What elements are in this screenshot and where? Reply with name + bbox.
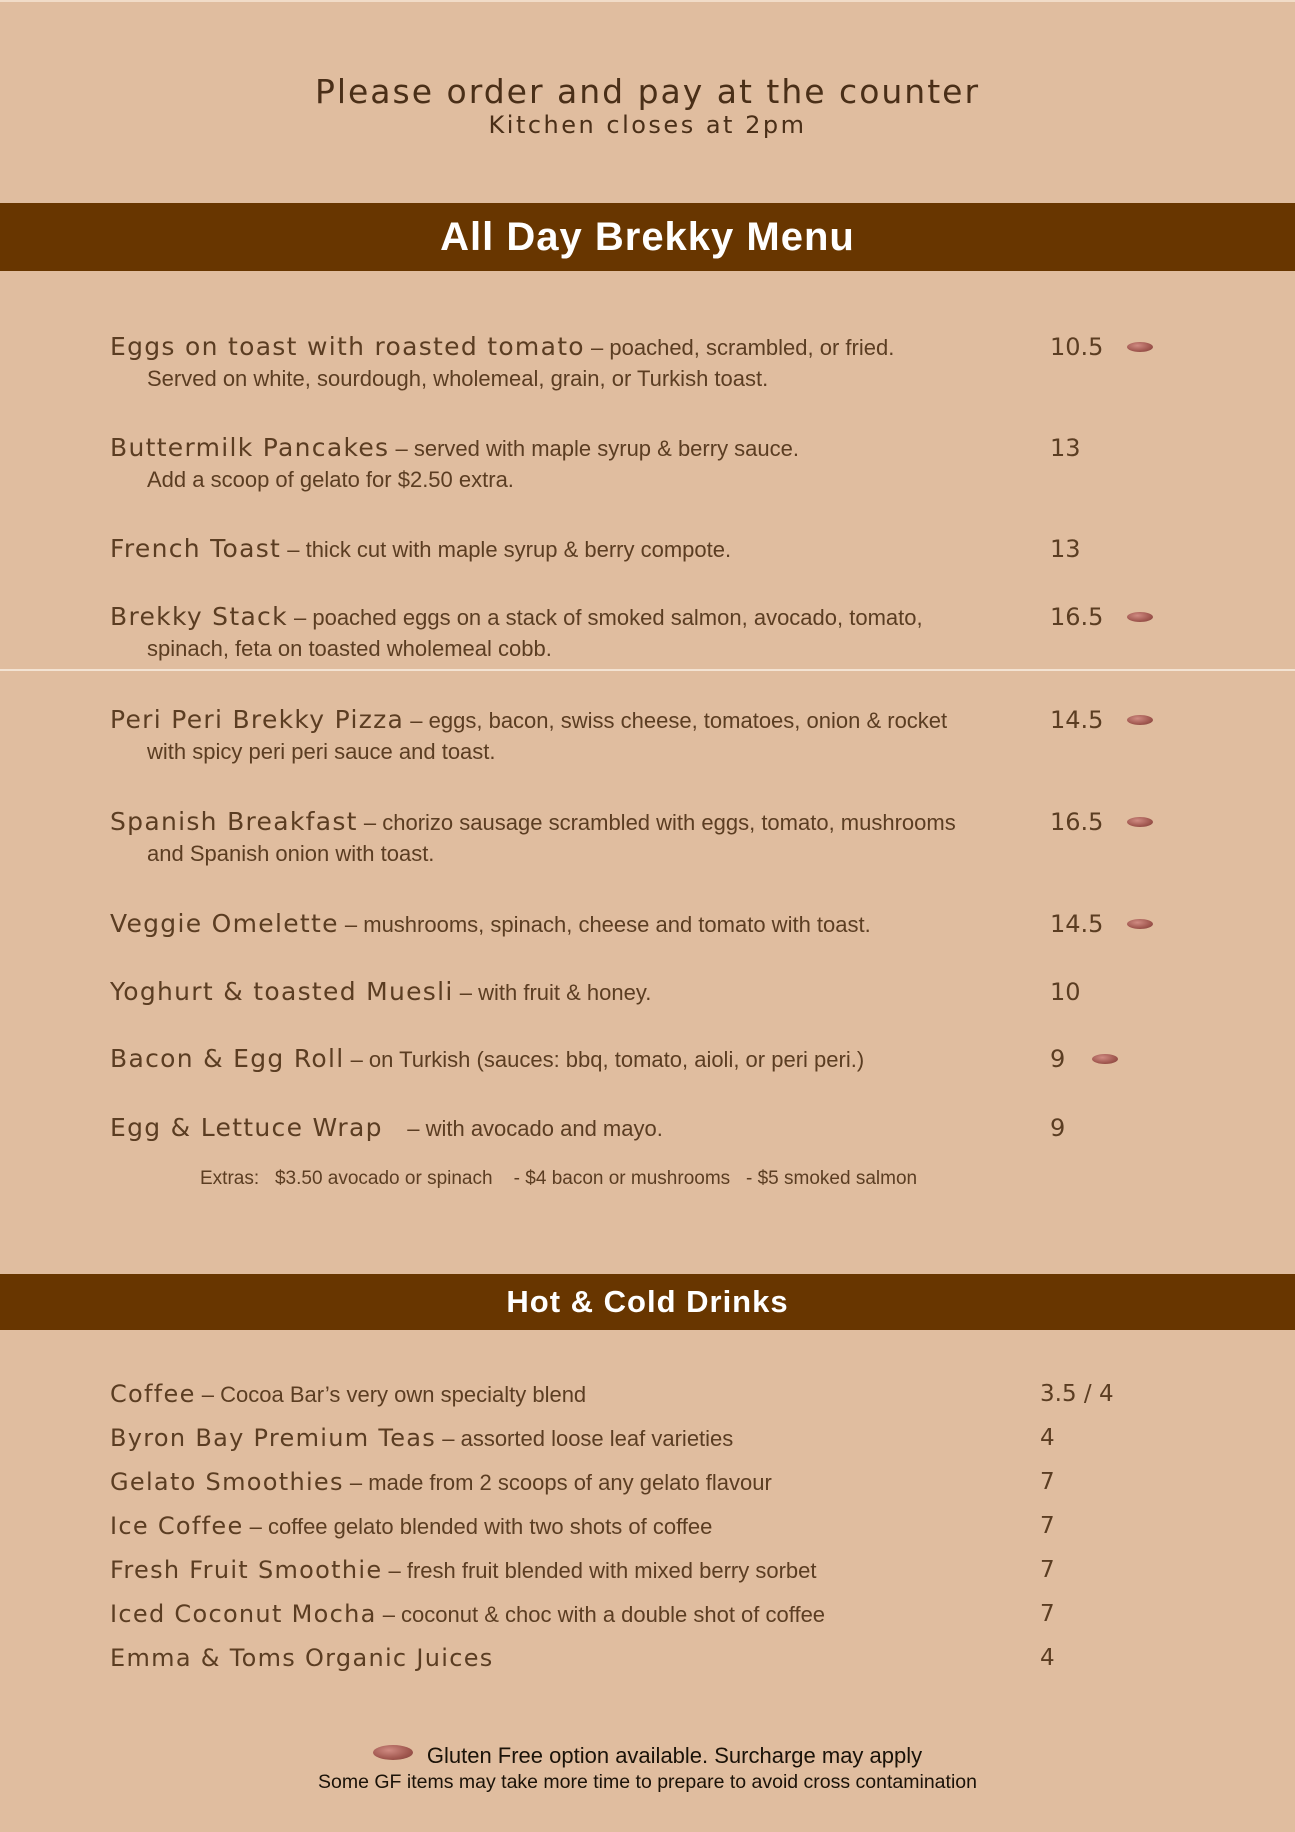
item-description: – thick cut with maple syrup & berry compote. [281, 537, 732, 562]
item-description: – with avocado and mayo. [382, 1116, 663, 1141]
top-edge-line [0, 0, 1295, 2]
menu-item [110, 805, 1210, 869]
drink-price: 7 [1040, 1513, 1055, 1539]
item-name: Yoghurt & toasted Muesli [110, 977, 454, 1006]
item-description: – served with maple syrup & berry sauce. [389, 436, 799, 461]
menu-item [110, 703, 1210, 767]
kitchen-hours: Kitchen closes at 2pm [488, 111, 807, 139]
item-description: – eggs, bacon, swiss cheese, tomatoes, onion & rocket [404, 708, 948, 733]
gluten-free-bean-icon [1092, 1054, 1118, 1064]
item-name: Brekky Stack [110, 602, 288, 631]
drink-item [110, 1508, 712, 1544]
gluten-free-bean-icon [1127, 612, 1153, 622]
drink-item [110, 1596, 825, 1632]
drink-name: Iced Coconut Mocha [110, 1600, 377, 1628]
gluten-free-bean-icon [1127, 715, 1153, 725]
item-price: 9 [1050, 1114, 1066, 1142]
drink-price: 4 [1040, 1645, 1055, 1671]
menu-item [110, 1111, 1210, 1145]
item-description: – chorizo sausage scrambled with eggs, tomato, mushrooms [357, 810, 956, 835]
drink-description: – made from 2 scoops of any gelato flavour [343, 1470, 772, 1495]
menu-item [110, 975, 1210, 1009]
drink-name: Ice Coffee [110, 1512, 244, 1540]
drink-description: – Cocoa Bar’s very own specialty blend [195, 1382, 587, 1407]
drink-item [110, 1420, 733, 1456]
drink-description: – coffee gelato blended with two shots of coffee [243, 1514, 713, 1539]
drink-price: 7 [1040, 1601, 1055, 1627]
item-description-line2: and Spanish onion with toast. [147, 841, 435, 866]
drink-name: Coffee [110, 1380, 196, 1408]
drink-price: 3.5 / 4 [1040, 1381, 1114, 1407]
menu-item [110, 431, 1210, 495]
order-notice: Please order and pay at the counter [314, 72, 981, 111]
drink-name: Emma & Toms Organic Juices [110, 1644, 494, 1672]
item-price: 10 [1050, 978, 1081, 1006]
menu-item [110, 600, 1210, 664]
item-description-line2: with spicy peri peri sauce and toast. [147, 739, 496, 764]
drink-item [110, 1640, 494, 1676]
drink-price: 7 [1040, 1469, 1055, 1495]
gluten-free-bean-icon [373, 1745, 413, 1760]
gluten-free-bean-icon [1127, 817, 1153, 827]
drink-name: Fresh Fruit Smoothie [110, 1556, 383, 1584]
item-price: 9 [1050, 1045, 1066, 1073]
drink-description: – coconut & choc with a double shot of coffee [376, 1602, 826, 1627]
item-name: Buttermilk Pancakes [110, 433, 390, 462]
breakfast-section-title: All Day Brekky Menu [0, 203, 1295, 271]
item-description-line2: Served on white, sourdough, wholemeal, grain, or Turkish toast. [147, 366, 769, 391]
drink-price: 7 [1040, 1557, 1055, 1583]
item-price: 14.5 [1050, 910, 1104, 938]
drinks-section-title: Hot & Cold Drinks [0, 1274, 1295, 1330]
extras-note: Extras: $3.50 avocado or spinach - $4 bacon or mushrooms - $5 smoked salmon [200, 1168, 918, 1189]
item-description: – poached eggs on a stack of smoked salmon, avocado, tomato, [287, 605, 923, 630]
item-price: 16.5 [1050, 603, 1104, 631]
drink-description: – fresh fruit blended with mixed berry sorbet [382, 1558, 817, 1583]
item-name: Spanish Breakfast [110, 807, 358, 836]
menu-item [110, 532, 1210, 566]
menu-item [110, 907, 1210, 941]
gluten-free-bean-icon [1127, 342, 1153, 352]
item-name: Veggie Omelette [110, 909, 339, 938]
page-divider [0, 669, 1295, 671]
item-name: Bacon & Egg Roll [110, 1044, 345, 1073]
item-price: 10.5 [1050, 333, 1104, 361]
gluten-free-legend-text: Gluten Free option available. Surcharge may apply [426, 1743, 923, 1768]
item-description: – on Turkish (sauces: bbq, tomato, aioli, or peri peri.) [344, 1047, 865, 1072]
item-description: – poached, scrambled, or fried. [584, 335, 895, 360]
item-description-line2: spinach, feta on toasted wholemeal cobb. [147, 636, 552, 661]
item-name: Peri Peri Brekky Pizza [110, 705, 405, 734]
drink-item [110, 1376, 586, 1412]
item-description: – mushrooms, spinach, cheese and tomato with toast. [338, 912, 871, 937]
item-description-line2: Add a scoop of gelato for $2.50 extra. [147, 467, 514, 492]
gluten-free-bean-icon [1127, 919, 1153, 929]
item-price: 16.5 [1050, 808, 1104, 836]
item-name: Egg & Lettuce Wrap [110, 1113, 383, 1142]
drink-description: – assorted loose leaf varieties [436, 1426, 734, 1451]
drink-price: 4 [1040, 1425, 1055, 1451]
drink-item [110, 1552, 816, 1588]
item-name: French Toast [110, 534, 282, 563]
menu-item [110, 330, 1210, 394]
item-price: 13 [1050, 535, 1081, 563]
drink-name: Gelato Smoothies [110, 1468, 344, 1496]
gluten-free-note: Some GF items may take more time to prepare to avoid cross contamination [318, 1771, 977, 1793]
item-price: 13 [1050, 434, 1081, 462]
item-description: – with fruit & honey. [453, 980, 652, 1005]
drink-item [110, 1464, 772, 1500]
item-name: Eggs on toast with roasted tomato [110, 332, 585, 361]
menu-item [110, 1042, 1210, 1076]
drink-name: Byron Bay Premium Teas [110, 1424, 437, 1452]
item-price: 14.5 [1050, 706, 1104, 734]
gluten-free-legend [0, 1743, 1295, 1769]
